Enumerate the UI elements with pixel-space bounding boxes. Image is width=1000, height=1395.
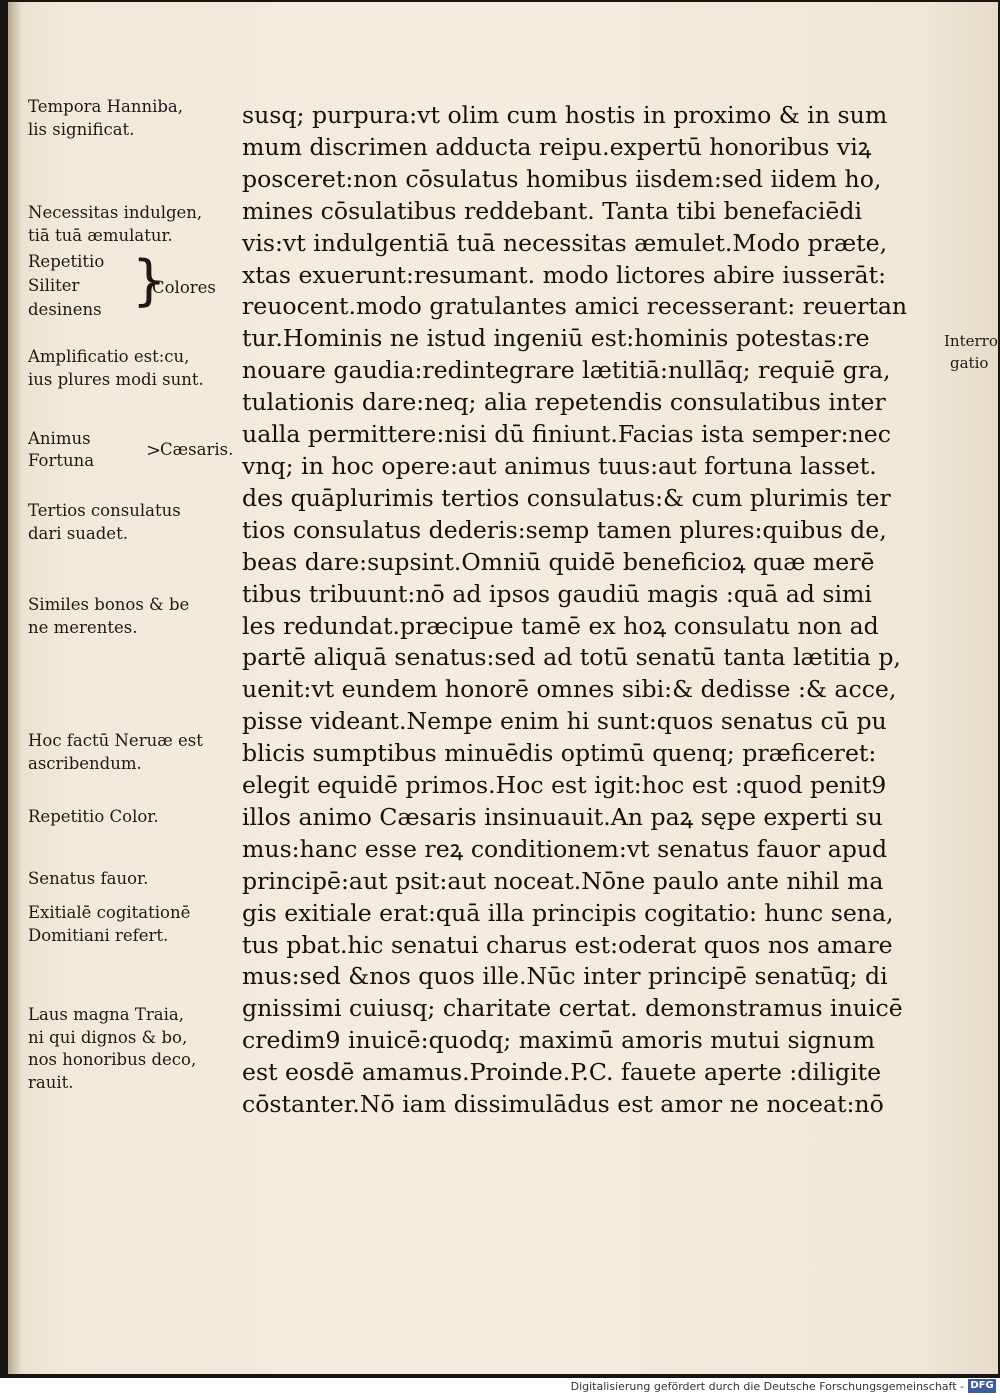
margin-line: gatio [950,354,989,372]
text-line: posceret:non cōsulatus homibus iisdem:sed iidem ho, [242,164,882,193]
margin-line: Exitialē cogitationē [28,903,191,922]
text-line: mus:hanc esse reꝝ conditionem:vt senatus fauor apud [242,834,888,863]
text-line: mines cōsulatibus reddebant. Tanta tibi benefaciēdi [242,196,862,225]
margin-line: desinens [28,300,102,319]
dfg-logo-icon: DFG [968,1379,996,1393]
text-line: nouare gaudia:redintegrare lætitiā:nullāq; requiē gra, [242,356,891,385]
text-line: les redundat.præcipue tamē ex hoꝝ consulatu non ad [242,611,879,640]
text-line: vnq; in hoc opere:aut animus tuus:aut fortuna lasset. [242,451,877,480]
margin-note-tertios [28,500,238,545]
text-line: tios consulatus dederis:semp tamen plures:quibus de, [242,515,887,544]
margin-line: tiā tuā æmulatur. [28,225,173,245]
margin-line: Interro [944,332,998,350]
text-line: tur.Hominis ne istud ingeniū est:hominis potestas:re [242,324,870,353]
margin-brace-target: Cæsaris. [160,440,234,459]
margin-line: lis significat. [28,119,135,139]
margin-line: Domitiani refert. [28,925,169,945]
margin-note-repetitio-color [28,806,238,829]
margin-line: Repetitio Color. [28,807,159,826]
margin-brace-target: Colores [152,278,216,297]
margin-line: ne merentes. [28,617,138,637]
text-line: cōstanter.Nō iam dissimulādus est amor ne noceat:nō [242,1090,884,1119]
margin-line: Repetitio [28,252,105,271]
text-line: beas dare:supsint.Omniū quidē beneficioꝝ quæ merē [242,547,875,576]
margin-line: Animus [28,429,91,448]
text-line: principē:aut psit:aut noceat.Nōne paulo ante nihil ma [242,866,884,895]
margin-note-neruae [28,730,238,775]
margin-note-necessitas [28,202,238,247]
margin-line: ni qui dignos & bo, [28,1027,188,1047]
text-line: est eosdē amamus.Proinde.P.C. fauete aperte :diligite [242,1058,882,1087]
margin-line: Senatus fauor. [28,869,149,888]
text-line: xtas exuerunt:resumant. modo lictores abire iusserāt: [242,260,887,289]
margin-line: nos honoribus deco, [28,1050,197,1069]
margin-line: ius plures modi sunt. [28,369,204,389]
margin-line: Necessitas indulgen, [28,203,203,222]
margin-line: Similes bonos & be [28,595,190,614]
text-line: tus pbat.hic senatui charus est:oderat quos nos amare [242,930,893,959]
text-line: tulationis dare:neq; alia repetendis consulatibus inter [242,388,886,417]
text-line: blicis sumptibus minuēdis optimū quenq; præficeret: [242,739,877,768]
text-line: uenit:vt eundem honorē omnes sibi:& dedisse :& acce, [242,675,897,704]
text-line: reuocent.modo gratulantes amici recesserant: reuertan [242,292,908,321]
margin-note-tempora [28,96,238,141]
margin-line: Laus magna Traia, [28,1005,184,1024]
angle-brace-icon: > [146,440,162,461]
text-line: gnissimi cuiusq; charitate certat. demonstramus inuicē [242,994,903,1023]
margin-line: Hoc factū Neruæ est [28,731,203,750]
text-line: vis:vt indulgentiā tuā necessitas æmulet.Modo præte, [242,228,888,257]
margin-line: Tertios consulatus [28,501,181,520]
footer-bar [0,1378,1000,1395]
text-line: gis exitiale erat:quā illa principis cogitatio: hunc sena, [242,898,894,927]
text-line: tibus tribuunt:nō ad ipsos gaudiū magis :quā ad simi [242,579,872,608]
brace-icon: } [132,249,167,312]
margin-line: Tempora Hanniba, [28,97,184,116]
margin-note-laus [28,1004,238,1094]
margin-note-interrogatio [944,330,998,374]
margin-line: Amplificatio est:cu, [28,347,190,366]
text-line: pisse videant.Nempe enim hi sunt:quos senatus cū pu [242,707,887,736]
text-line: susq; purpura:vt olim cum hostis in proximo & in sum [242,101,888,129]
text-line: credim9 inuicē:quodq; maximū amoris mutui signum [242,1026,875,1055]
margin-line: ascribendum. [28,753,142,773]
margin-note-amplificatio [28,346,238,391]
margin-note-caesaris [28,428,238,476]
text-line: ualla permittere:nisi dū finiunt.Facias ista semper:nec [242,420,891,449]
margin-line: dari suadet. [28,523,128,543]
footer-credit: Digitalisierung gefördert durch die Deutsche Forschungsgemeinschaft - [570,1380,964,1393]
margin-line: rauit. [28,1072,74,1092]
margin-note-similes [28,594,238,639]
margin-note-senatus-fauor [28,868,238,891]
main-text-block [242,100,942,1121]
spine-shadow [8,2,22,1374]
text-line: partē aliquā senatus:sed ad totū senatū tanta lætitia p, [242,643,901,672]
text-line: elegit equidē primos.Hoc est igit:hoc est :quod penit9 [242,771,887,800]
margin-note-colores [28,250,238,322]
text-line: des quāplurimis tertios consulatus:& cum plurimis ter [242,483,891,512]
text-line: illos animo Cæsaris insinuauit.An paꝝ sępe experti su [242,802,883,831]
margin-note-exitiale [28,902,238,947]
text-line: mus:sed &nos quos ille.Nūc inter principē senatūq; di [242,962,888,991]
margin-line: Fortuna [28,451,95,470]
text-line: mum discrimen adducta reipu.expertū honoribus viꝝ [242,132,872,161]
margin-line: Siliter [28,276,80,295]
